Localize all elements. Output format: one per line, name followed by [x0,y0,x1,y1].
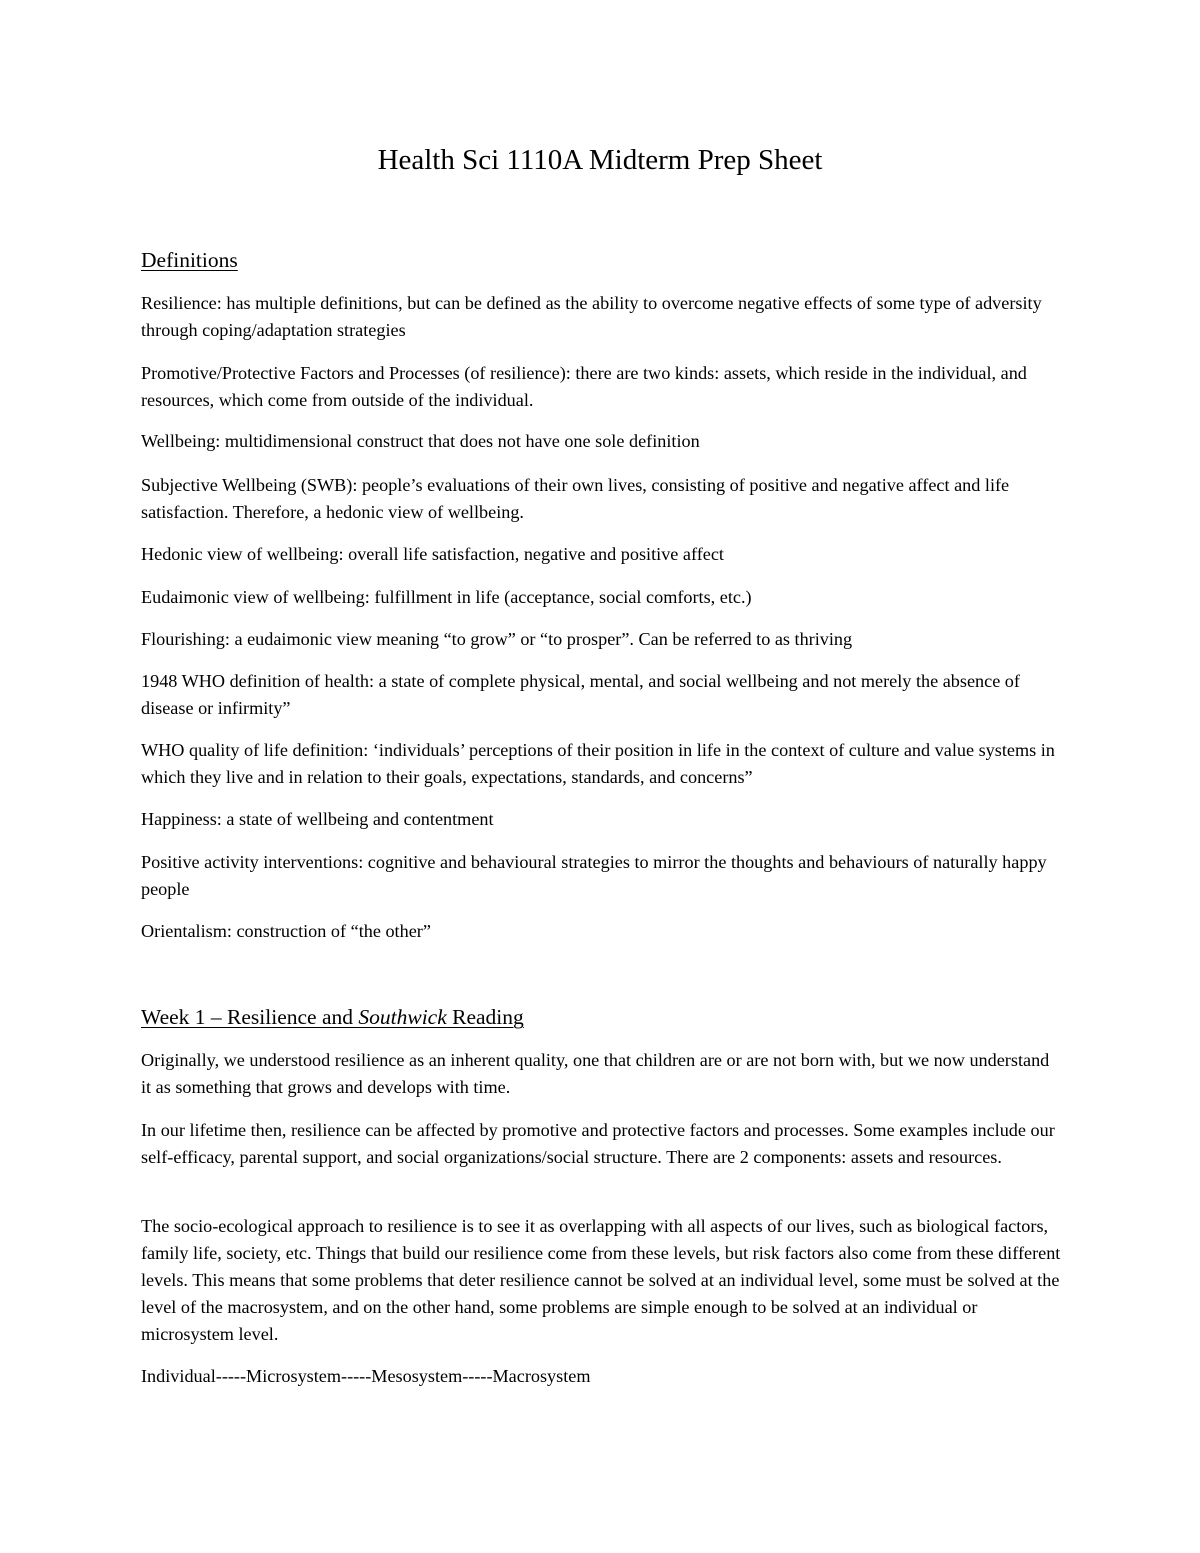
week1-heading [141,1003,524,1031]
definition-flourishing: Flourishing: a eudaimonic view meaning “to grow” or “to prosper”. Can be referred to as thriving [141,629,853,649]
definition-hedonic: Hedonic view of wellbeing: overall life satisfaction, negative and positive affect [141,544,724,564]
definition-who-health: 1948 WHO definition of health: a state of complete physical, mental, and social wellbeing and not merely the absence of disease or infirmity” [141,671,1020,718]
week1-system-levels: Individual-----Microsystem-----Mesosystem-----Macrosystem [141,1366,591,1386]
definition-protective-factors: Promotive/Protective Factors and Processes (of resilience): there are two kinds: assets, which reside in the individual, and resources, which come from outside of the individual. [141,363,1027,410]
week1-paragraph-3: The socio-ecological approach to resilience is to see it as overlapping with all aspects of our lives, such as biological factors, family life, society, etc. Things that build our resilience come from these levels, but risk factors also come from these different levels. This means that some problems that deter resilience cannot be solved at an individual level, some must be solved at the level of the macrosystem, and on the other hand, some problems are simple enough to be solved at an individual or microsystem level. [141,1216,1061,1344]
definition-orientalism: Orientalism: construction of “the other” [141,921,431,941]
week1-paragraph-1: Originally, we understood resilience as an inherent quality, one that children are or are not born with, but we now understand it as something that grows and develops with time. [141,1050,1050,1097]
week1-paragraph-2: In our lifetime then, resilience can be affected by promotive and protective factors and processes. Some examples include our self-efficacy, parental support, and social organizations/social structure. There are 2 components: assets and resources. [141,1120,1055,1167]
definition-who-quality-of-life: WHO quality of life definition: ‘individuals’ perceptions of their position in life in the context of culture and value systems in which they live and in relation to their goals, expectations, standards, and concerns” [141,740,1055,787]
definition-resilience: Resilience: has multiple definitions, but can be defined as the ability to overcome negative effects of some type of adversity through coping/adaptation strategies [141,293,1042,340]
document-title: Health Sci 1110A Midterm Prep Sheet [377,144,823,176]
week1-heading-prefix: Week 1 – Resilience and [141,1005,359,1029]
definition-positive-activity-interventions: Positive activity interventions: cognitive and behavioural strategies to mirror the thoughts and behaviours of naturally happy people [141,852,1047,899]
week1-heading-suffix: Reading [446,1005,524,1029]
definitions-heading: Definitions [141,248,238,272]
week1-heading-italic: Southwick [358,1005,447,1029]
definition-eudaimonic: Eudaimonic view of wellbeing: fulfillment in life (acceptance, social comforts, etc.) [141,587,752,607]
definition-happiness: Happiness: a state of wellbeing and contentment [141,809,494,829]
definition-subjective-wellbeing: Subjective Wellbeing (SWB): people’s evaluations of their own lives, consisting of positive and negative affect and life satisfaction. Therefore, a hedonic view of wellbeing. [141,475,1010,522]
definition-wellbeing: Wellbeing: multidimensional construct that does not have one sole definition [141,431,700,451]
